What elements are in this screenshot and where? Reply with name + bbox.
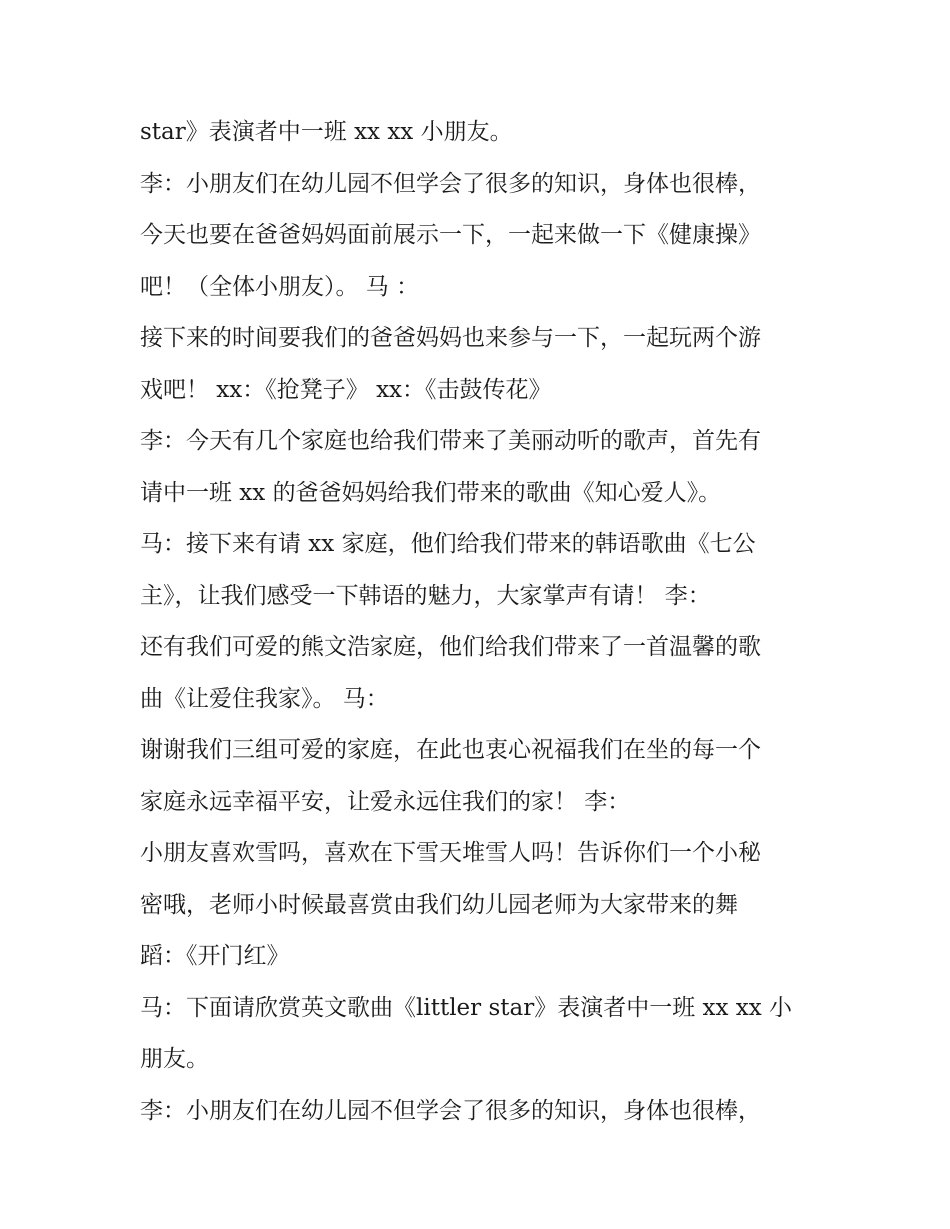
text-line: 马：下面请欣赏英文歌曲《littler star》表演者中一班 xx xx 小: [140, 994, 793, 1021]
text-line: 李：今天有几个家庭也给我们带来了美丽动听的歌声，首先有: [140, 428, 761, 454]
text-line: 朋友。: [140, 1046, 209, 1072]
text-line: 戏吧！ xx：《抢凳子》 xx：《击鼓传花》: [140, 376, 552, 403]
text-line: 谢谢我们三组可爱的家庭，在此也衷心祝福我们在坐的每一个: [140, 737, 761, 763]
text-line: 李：小朋友们在幼儿园不但学会了很多的知识，身体也很棒，: [140, 170, 761, 197]
text-line: 李：小朋友们在幼儿园不但学会了很多的知识，身体也很棒，: [140, 1097, 761, 1124]
document-body: [140, 107, 820, 1137]
text-line: 马：接下来有请 xx 家庭，他们给我们带来的韩语歌曲《七公: [140, 531, 756, 557]
text-line: 请中一班 xx 的爸爸妈妈给我们带来的歌曲《知心爱人》。: [140, 479, 722, 506]
text-line: 主》，让我们感受一下韩语的魅力，大家掌声有请！ 李：: [140, 582, 711, 609]
text-line: 密哦，老师小时候最喜赏由我们幼儿园老师为大家带来的舞: [140, 891, 738, 918]
text-line: 家庭永远幸福平安，让爱永远住我们的家！ 李：: [140, 788, 631, 815]
text-line: 小朋友喜欢雪吗，喜欢在下雪天堆雪人吗！告诉你们一个小秘: [140, 840, 761, 866]
text-line: 吧！（全体小朋友）。 马 ：: [140, 273, 420, 300]
text-line: 接下来的时间要我们的爸爸妈妈也来参与一下，一起玩两个游: [140, 325, 761, 351]
text-line: 蹈：《开门红》: [140, 943, 290, 969]
text-line: star》表演者中一班 xx xx 小朋友。: [140, 119, 513, 145]
text-line: 今天也要在爸爸妈妈面前展示一下，一起来做一下《健康操》: [140, 222, 761, 248]
text-line: 还有我们可爱的熊文浩家庭，他们给我们带来了一首温馨的歌: [140, 634, 761, 660]
text-line: 曲《让爱住我家》。 马：: [140, 685, 389, 712]
